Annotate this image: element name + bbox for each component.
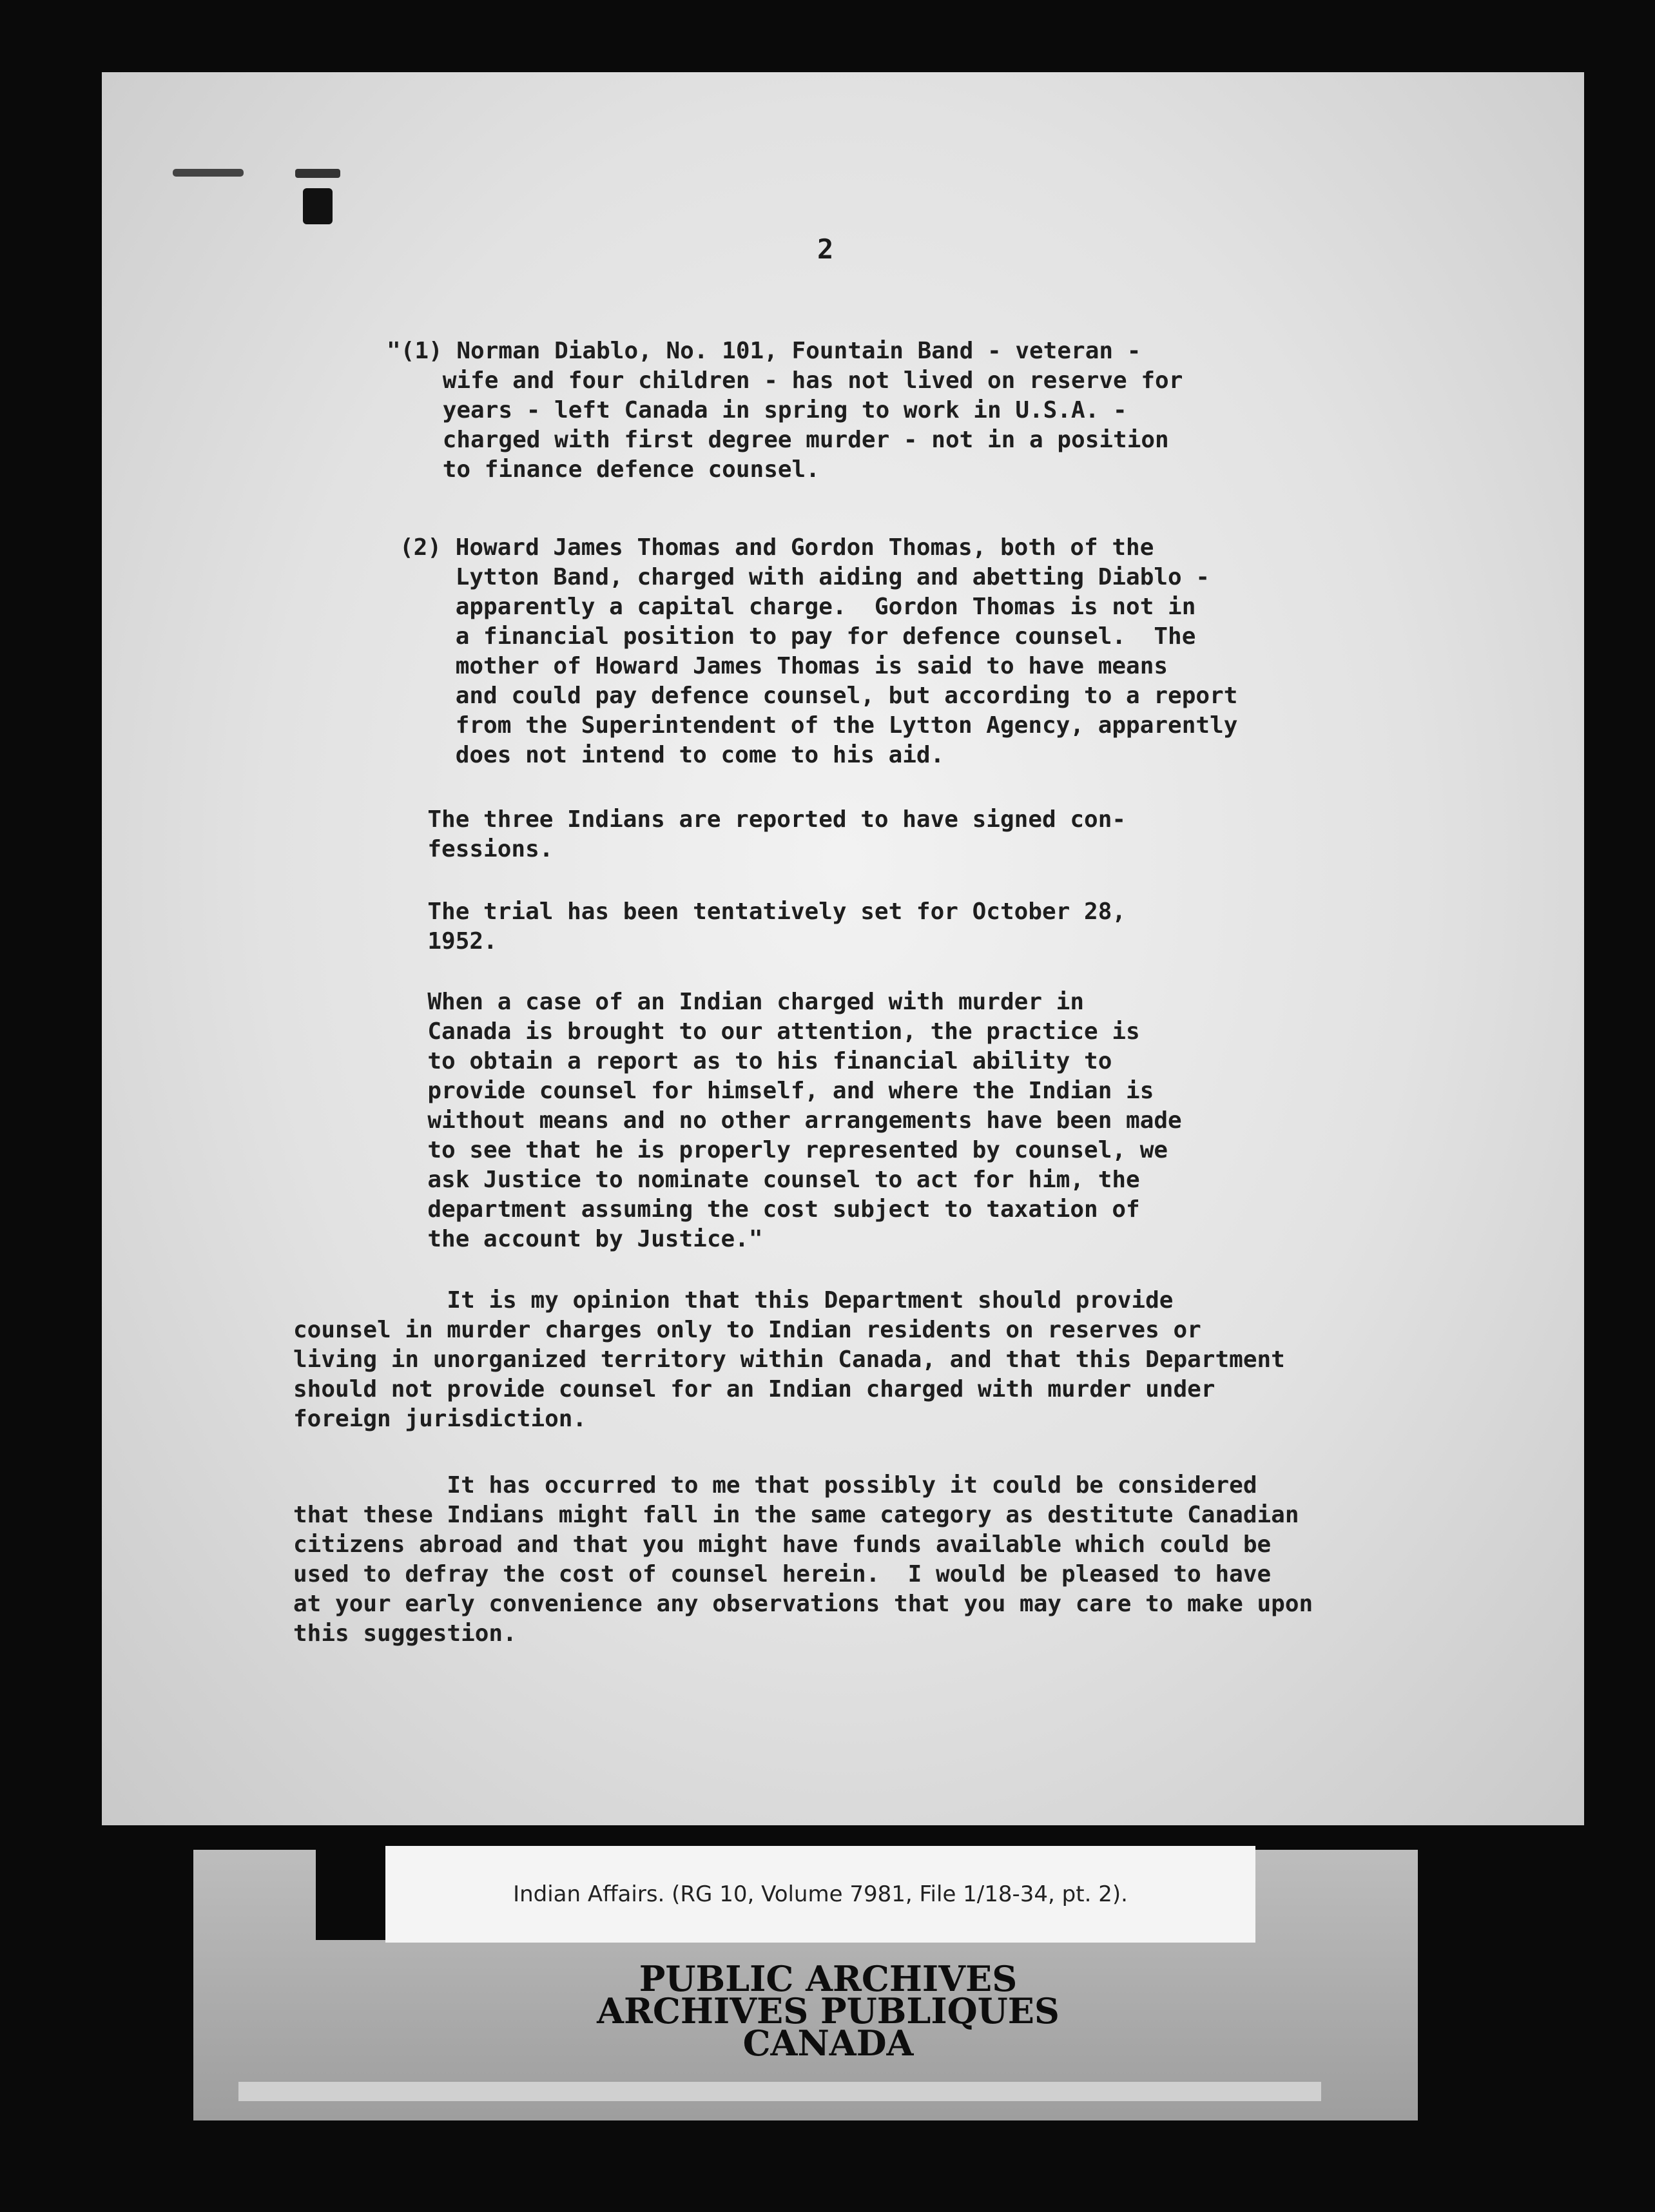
scan-mark bbox=[295, 169, 340, 178]
label-edge bbox=[238, 2082, 1321, 2101]
paragraph-practice: When a case of an Indian charged with murder in Canada is brought to our attention, the practice is to obtain a report as to his financial ability to provide counsel for himself, and where the Indian is without means and no other arrangements have been made to see that he is properly represented by counsel, we ask Justice to nominate counsel to act for him, the department assuming the cost subject to taxation of the account by Justice." bbox=[427, 989, 1182, 1252]
scan-mark bbox=[173, 169, 244, 177]
paragraph-suggestion: It has occurred to me that possibly it could be considered that these Indians might fall in the same category as destitute Canadian citizens abroad and that you might have funds available which could be used to defray the cost of counsel herein. I would be pleased to have at your early convenience any observations that you may care to make upon this suggestion. bbox=[293, 1472, 1313, 1647]
page-number: 2 bbox=[817, 233, 835, 265]
stamp-line-3: CANADA bbox=[742, 2023, 914, 2064]
source-label bbox=[385, 1846, 1255, 1943]
paragraph-trial: The trial has been tentatively set for October 28, 1952. bbox=[427, 898, 1127, 955]
list-item-2: (2) Howard James Thomas and Gordon Thomas, both of the Lytton Band, charged with aiding and abetting Diablo - apparently a capital charge. Gordon Thomas is not in a financial position to pay for defence counsel. The mother of Howard James Thomas is said to have means and could pay defence counsel, but according to a report from the Superintendent of the Lytton Agency, apparently does not intend to come to his aid. bbox=[400, 534, 1238, 768]
label-shadow bbox=[316, 1850, 387, 1940]
paragraph-opinion: It is my opinion that this Department should provide counsel in murder charges only to Indian residents on reserves or living in unorganized territory within Canada, and that this Department should not provide counsel for an Indian charged with murder under foreign jurisdiction. bbox=[293, 1287, 1285, 1432]
paragraph-confessions: The three Indians are reported to have signed con- fessions. bbox=[427, 806, 1127, 862]
source-citation: Indian Affairs. (RG 10, Volume 7981, File 1/18-34, pt. 2). bbox=[513, 1881, 1128, 1907]
list-item-1: "(1) Norman Diablo, No. 101, Fountain Band - veteran - wife and four children - has not lived on reserve for years - left Canada in spring to work in U.S.A. - charged with first degree murder - not in a position to finance defence counsel. bbox=[387, 338, 1183, 483]
document-page bbox=[102, 72, 1584, 1825]
scan-mark bbox=[303, 188, 333, 224]
stamp-line-2: ARCHIVES PUBLIQUES bbox=[597, 1990, 1060, 2032]
archives-stamp bbox=[490, 1958, 1166, 2064]
stamp-line-1: PUBLIC ARCHIVES bbox=[639, 1958, 1018, 1999]
